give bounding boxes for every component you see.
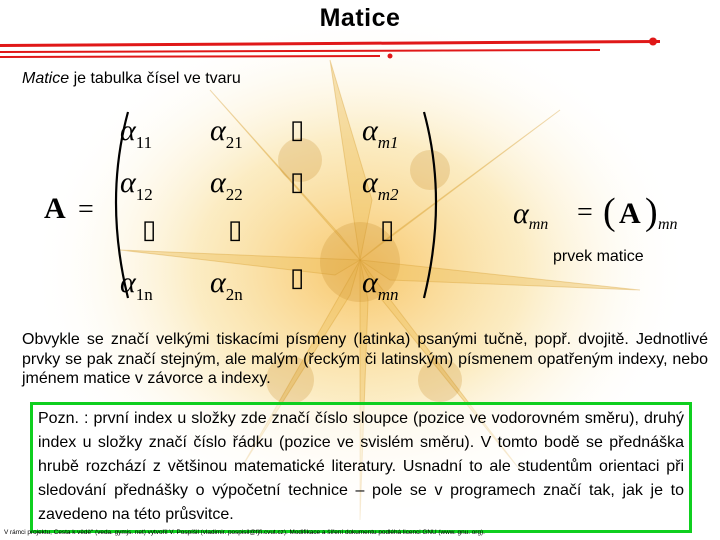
matrix-entry-2n: $\alpha_{2n}$ — [210, 266, 243, 304]
footer-credit: V rámci projektu, Cesta k vědě" (veda. gymjs. net) vytvořil V. Pospíšil (vladimir. pospisil@fjfi.cvut.cz). Modifikace a šíření dokumentu podléhá licenci GNU (www. gnu. org). — [4, 529, 485, 536]
title-rule — [0, 34, 720, 64]
element-formula — [505, 185, 705, 240]
intro-rest: je tabulka čísel ve tvaru — [69, 70, 241, 87]
svg-text:αmn — [513, 197, 548, 233]
matrix-entry-m2: $\alpha_{m2}$ — [362, 166, 399, 204]
matrix-entry-mn: $\alpha_{mn}$ — [362, 266, 399, 304]
matrix-glyph-r3c4: ▯ — [380, 215, 395, 244]
element-subscript-2: mn — [658, 216, 678, 233]
element-equals: = — [577, 197, 593, 228]
matrix-entry-22: $\alpha_{22}$ — [210, 166, 243, 204]
element-subscript: mn — [528, 216, 549, 233]
matrix-glyph-r2: ▯ — [290, 167, 305, 196]
element-paren-close: ) — [645, 191, 658, 233]
matrix-glyph-r3c2: ▯ — [228, 215, 243, 244]
matrix-entry-12: $\alpha_{12}$ — [120, 166, 153, 204]
matrix-name: A — [44, 192, 66, 225]
matrix-entry-11: $\alpha_{11}$ — [120, 114, 153, 152]
matrix-entry-1n: $\alpha_{1n}$ — [120, 266, 153, 304]
element-name: A — [619, 197, 641, 230]
element-paren-open: ( — [603, 191, 616, 233]
element-symbol: α — [513, 197, 529, 230]
matrix-equals: = — [78, 194, 94, 225]
matrix-definition — [0, 100, 460, 310]
matrix-glyph-r1: ▯ — [290, 115, 305, 144]
intro-term: Matice — [22, 70, 70, 87]
note-box: Pozn. : první index u složky zde značí číslo sloupce (pozice ve vodorovném směru), druhý index u složky značí číslo řádku (pozice ve svislém směru). V tomto bodě se přednáška hrubě rozchází z většinou matematické literatury. Usnadní to ale studentům orientaci při sledování přednášky o výpočetní technice – pole se v programech značí tak, jak je to zavedeno na této průsvitce. — [30, 402, 692, 533]
element-caption: prvek matice — [553, 248, 644, 265]
page-title: Matice — [319, 4, 401, 32]
matrix-entry-m1: $\alpha_{m1}$ — [362, 114, 399, 152]
matrix-entry-21: $\alpha_{21}$ — [210, 114, 243, 152]
intro-line — [22, 70, 241, 88]
matrix-glyph-r4: ▯ — [290, 263, 305, 292]
description-paragraph: Obvykle se značí velkými tiskacími písmeny (latinka) psanými tučně, popř. dvojitě. Jednotlivé prvky se pak značí stejným, ale malým (řeckým či latinským) písmenem opatřeným indexy, nebo jménem matice v závorce a indexy. — [22, 331, 708, 387]
matrix-glyph-r3c1: ▯ — [142, 215, 157, 244]
matrix-right-paren — [424, 112, 436, 298]
